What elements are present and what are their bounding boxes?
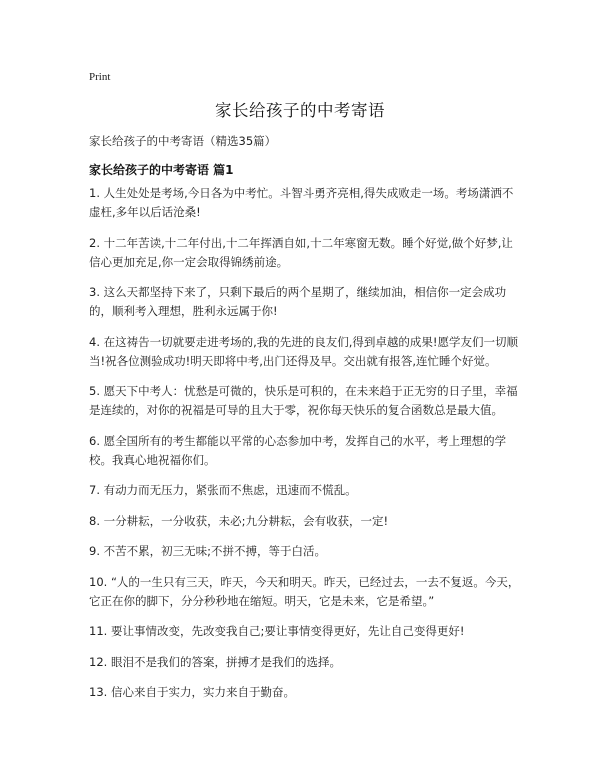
document-title: 家长给孩子的中考寄语: [215, 101, 385, 120]
list-item: 2. 十二年苦读,十二年付出,十二年挥洒自如,十二年寒窗无数。睡个好觉,做个好梦,让信心更加充足,你一定会取得锦绣前途。: [89, 235, 513, 269]
message-list: [89, 184, 521, 714]
list-item: 8. 一分耕耘，一分收获，未必;九分耕耘，会有收获，一定!: [89, 513, 389, 528]
section-heading: 家长给孩子的中考寄语 篇1: [89, 163, 234, 177]
list-item: 11. 要让事情改变，先改变我自己;要让事情变得更好，先让自己变得更好!: [89, 624, 465, 638]
list-item: 13. 信心来自于实力，实力来自于勤奋。: [89, 685, 295, 699]
list-item: 9. 不苦不累，初三无味;不拼不搏，等于白活。: [89, 544, 326, 558]
list-item: 3. 这么天都坚持下来了，只剩下最后的两个星期了，继续加油，相信你一定会成功的，顺利考入理想，胜利永远属于你!: [89, 285, 507, 318]
list-item: 10. “人的一生只有三天，昨天，今天和明天。昨天，已经过去，一去不复返。今天，它正在你的脚下，分分秒秒地在缩短。明天，它是未来，它是希望。”: [89, 574, 520, 608]
list-item: 4. 在这祷告一切就要走进考场的,我的先进的良友们,得到卓越的成果!愿学友们一切顺当!祝各位测验成功!明天即将中考,出门还得及早。交出就有报答,连忙睡个好觉。: [89, 334, 519, 368]
list-item: 7. 有动力而无压力，紧张而不焦虑，迅速而不慌乱。: [89, 483, 357, 497]
document-subtitle: 家长给孩子的中考寄语（精选35篇）: [89, 134, 277, 148]
list-item: 5. 愿天下中考人：忧愁是可微的，快乐是可积的，在未来趋于正无穷的日子里，幸福是连续的，对你的祝福是可导的且大于零，祝你每天快乐的复合函数总是最大值。: [89, 384, 518, 417]
list-item: 1. 人生处处是考场,今日各为中考忙。斗智斗勇齐亮相,得失成败走一场。考场潇洒不虚枉,多年以后话沧桑!: [89, 186, 514, 219]
print-label[interactable]: Print: [89, 71, 111, 83]
list-item: 12. 眼泪不是我们的答案，拼搏才是我们的选择。: [89, 654, 341, 669]
list-item: 6. 愿全国所有的考生都能以平常的心态参加中考，发挥自己的水平，考上理想的学校。我真心地祝福你们。: [89, 433, 507, 467]
